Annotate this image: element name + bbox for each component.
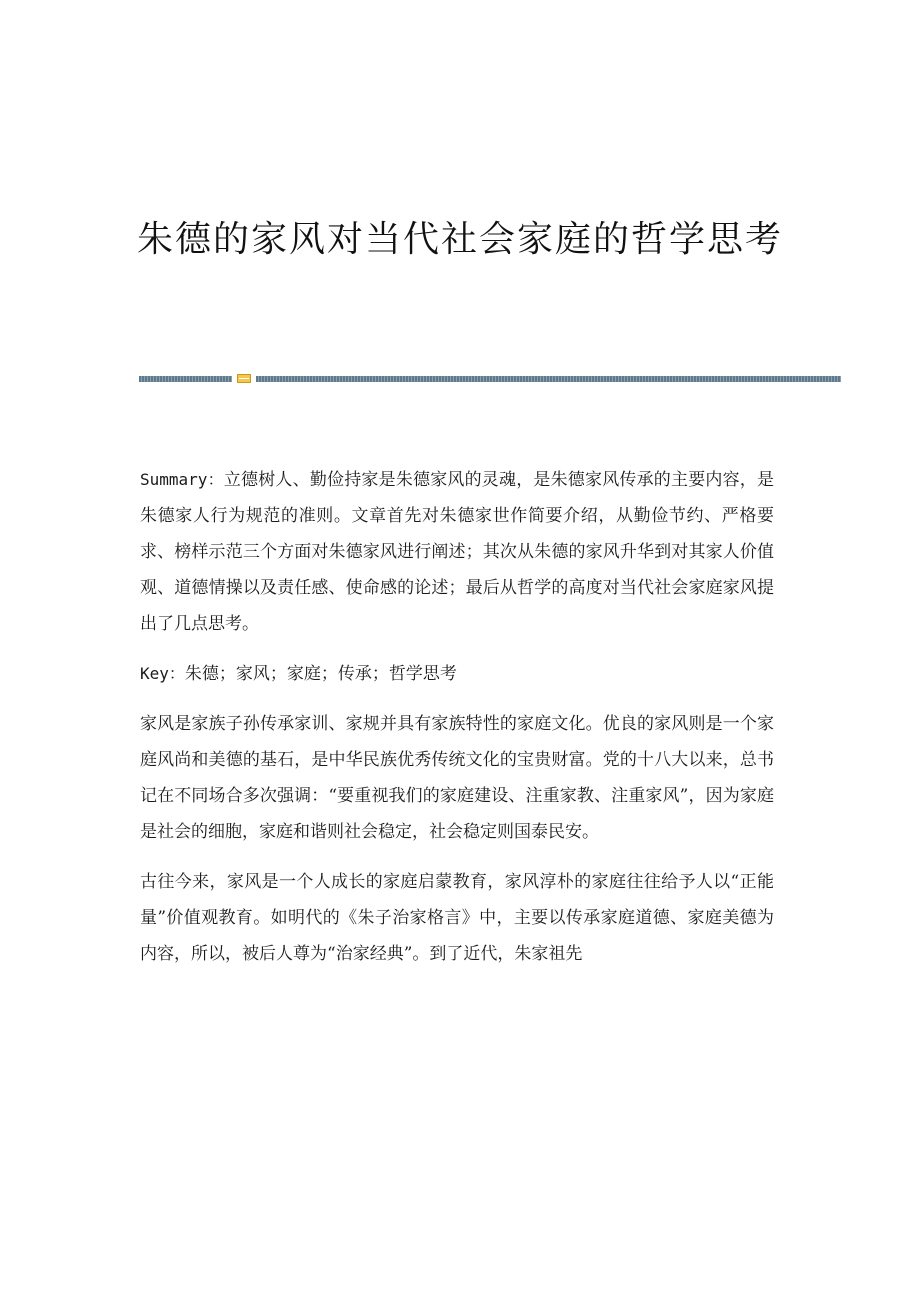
document-body — [140, 462, 774, 986]
divider-bar-right — [256, 376, 841, 382]
envelope-icon — [237, 374, 251, 383]
body-paragraph: 家风是家族子孙传承家训、家规并具有家族特性的家庭文化。优良的家风则是一个家庭风尚和美德的基石，是中华民族优秀传统文化的宝贵财富。党的十八大以来，总书记在不同场合多次强调：“要重视我们的家庭建设、注重家教、注重家风”，因为家庭是社会的细胞，家庭和谐则社会稳定，社会稳定则国泰民安。 — [140, 714, 774, 842]
title-divider — [139, 374, 841, 383]
keywords-paragraph — [140, 656, 774, 692]
summary-label: Summary： — [140, 470, 224, 489]
body-paragraph: 古往今来，家风是一个人成长的家庭启蒙教育，家风淳朴的家庭往往给予人以“正能量”价值观教育。如明代的《朱子治家格言》中，主要以传承家庭道德、家庭美德为内容，所以，被后人尊为“治家经典”。到了近代，朱家祖先 — [140, 872, 774, 964]
summary-text: 立德树人、勤俭持家是朱德家风的灵魂，是朱德家风传承的主要内容，是朱德家人行为规范的准则。文章首先对朱德家世作简要介绍，从勤俭节约、严格要求、榜样示范三个方面对朱德家风进行阐述；其次从朱德的家风升华到对其家人价值观、道德情操以及责任感、使命感的论述；最后从哲学的高度对当代社会家庭家风提出了几点思考。 — [140, 470, 774, 634]
summary-paragraph — [140, 462, 774, 642]
divider-bar-left — [139, 376, 232, 382]
keywords-text: 朱德；家风；家庭；传承；哲学思考 — [184, 664, 457, 684]
keywords-label: Key： — [140, 664, 185, 683]
document-title: 朱德的家风对当代社会家庭的哲学思考 — [136, 219, 783, 260]
